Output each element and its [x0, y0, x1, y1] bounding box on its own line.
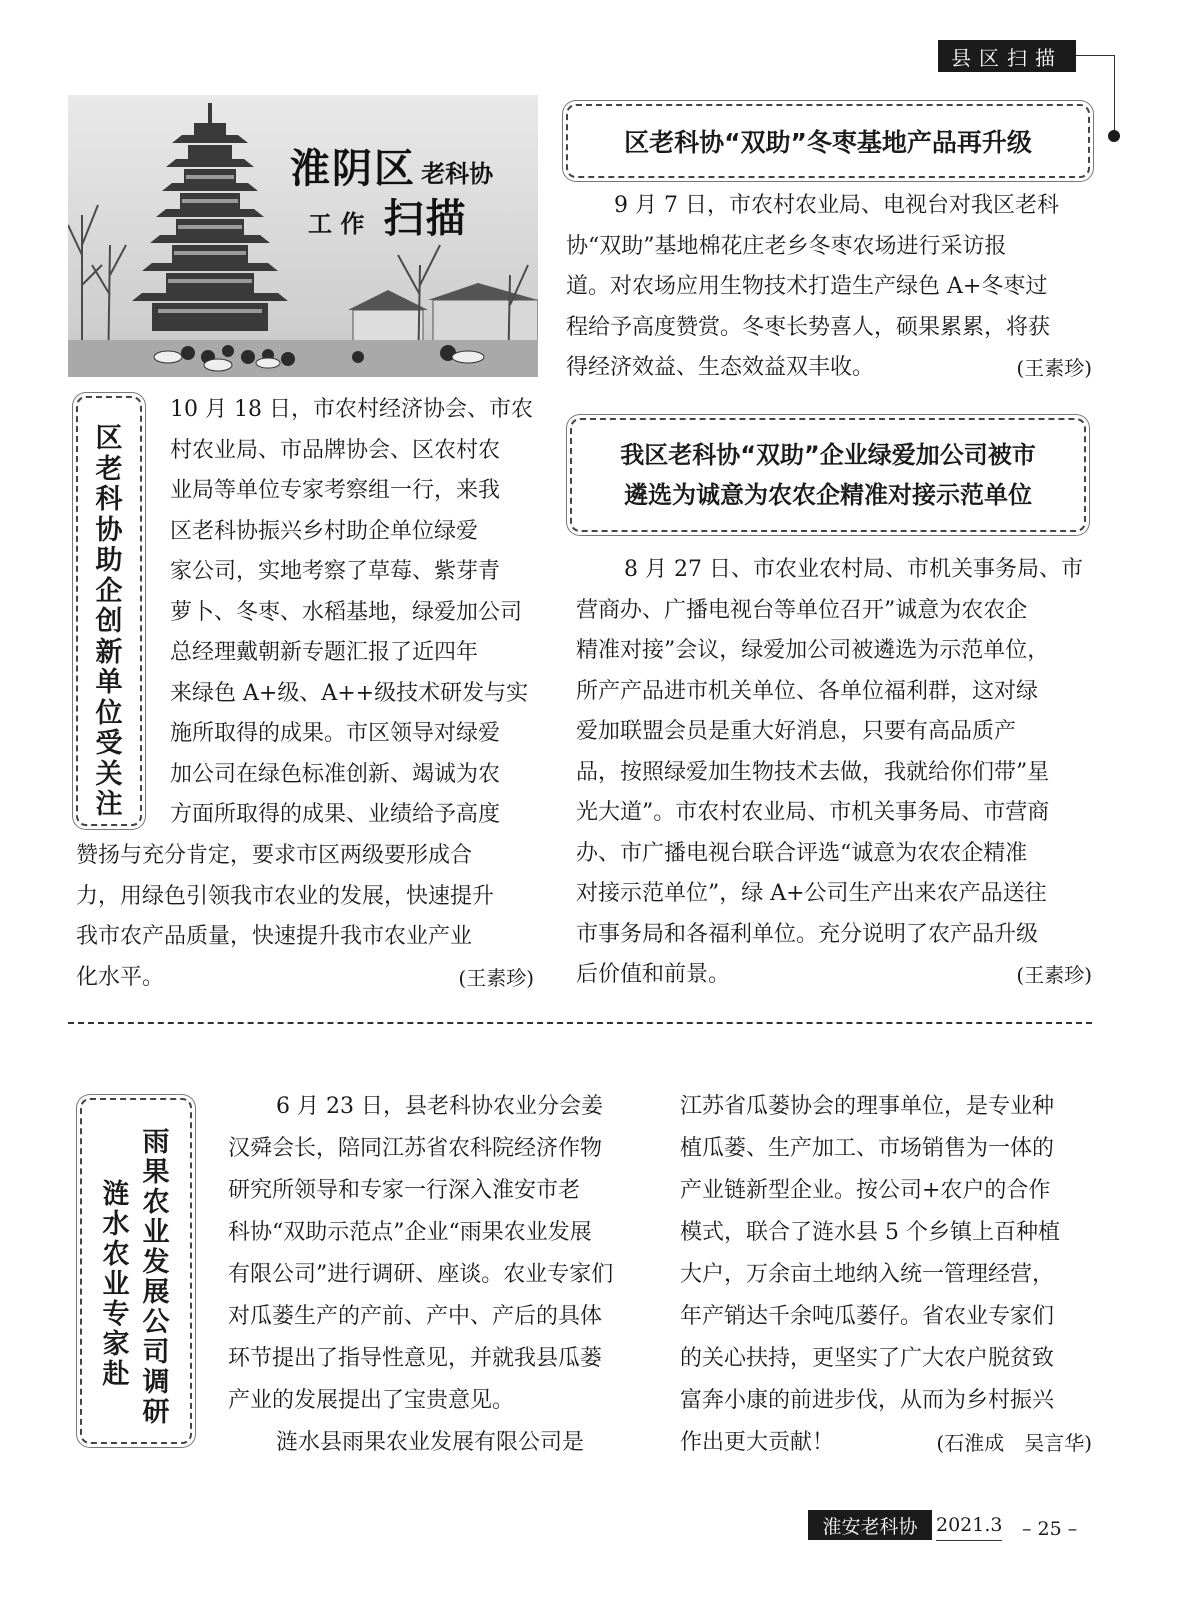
article3-line: 对接示范单位”，绿 A+公司生产出来农产品送往: [576, 881, 1047, 906]
article4-col1: [228, 1086, 646, 1464]
article1-line: 施所取得的成果。市区领导对绿爱: [170, 721, 501, 746]
article3-line: 品，按照绿爱加生物技术去做，我就给你们带”星: [576, 759, 1050, 785]
article3-line: 营商办、广播电视台等单位召开”诚意为农农企: [576, 597, 1028, 623]
photo-title-sub1: 老科协: [421, 160, 494, 188]
article4-line: 有限公司”进行调研、座谈。农业专家们: [228, 1262, 614, 1287]
article1-line: 区老科协振兴乡村助企单位绿爱: [170, 518, 479, 544]
article4-title-box: [80, 1098, 192, 1444]
article3-title-line1: 我区老科协“双助”企业绿爱加公司被市: [620, 441, 1036, 469]
article3-title-box: [570, 418, 1086, 532]
article3-line: 爱加联盟会员是重大好消息，只要有高品质产: [576, 719, 1017, 744]
article2-line: 程给予高度赞赏。冬枣长势喜人，硕果累累，将获: [566, 314, 1051, 340]
article1-line: 家公司，实地考察了草莓、紫芽青: [170, 559, 501, 584]
article1-tail-line: 我市农产品质量，快速提升我市农业产业: [76, 924, 473, 949]
article1-line: 业局等单位专家考察组一行，来我: [170, 478, 501, 503]
article2-line: 9 月 7 日，市农村农业局、电视台对我区老科: [614, 193, 1059, 218]
section-tag: 县区扫描: [938, 40, 1076, 72]
article4-line: 江苏省瓜蒌协会的理事单位，是专业种: [680, 1094, 1055, 1119]
article4-line: 植瓜蒌、生产加工、市场销售为一体的: [680, 1136, 1055, 1161]
article1-line: 加公司在绿色标准创新、竭诚为农: [170, 761, 501, 787]
article4-title-col1: 雨果农业发展公司调研: [142, 1127, 170, 1428]
article4-author: (石淮成 吴言华): [936, 1431, 1092, 1455]
article2-title: 区老科协“双助”冬枣基地产品再升级: [624, 128, 1032, 157]
article4-line: 年产销达千余吨瓜蒌仔。省农业专家们: [680, 1304, 1055, 1329]
article1-tail-line: 力，用绿色引领我市农业的发展，快速提升: [76, 883, 495, 909]
photo-title-sub2: 工 作: [308, 210, 365, 238]
article4-line: 产业链新型企业。按公司+农户的合作: [680, 1178, 1051, 1203]
article3-author: (王素珍): [1016, 963, 1092, 987]
article2-line: 得经济效益、生态效益双丰收。: [566, 355, 875, 380]
article4-line: 环节提出了指导性意见，并就我县瓜蒌: [228, 1346, 603, 1371]
article3-line: 8 月 27 日、市农业农村局、市机关事务局、市: [624, 557, 1083, 582]
article1-line: 村农业局、市品牌协会、区农村农: [170, 437, 501, 463]
article3-title-line2: 遴选为诚意为农农企精准对接示范单位: [624, 481, 1032, 509]
article4-line: 富奔小康的前进步伐，从而为乡村振兴: [680, 1388, 1055, 1413]
article1-author: (王素珍): [458, 965, 534, 990]
article1-line: 10 月 18 日，市农村经济协会、市农: [170, 397, 533, 422]
article1-body: [170, 390, 534, 836]
article4-line: 研究所领导和专家一行深入淮安市老: [228, 1178, 581, 1203]
article1-tail-line: 赞扬与充分肯定，要求市区两级要形成合: [76, 843, 473, 868]
footer-magazine-name: 淮安老科协: [808, 1510, 932, 1540]
section-tag-dot: [1108, 130, 1120, 142]
article1-title: 区老科协助企创新单位受关注: [95, 423, 123, 820]
article1-title-box: [76, 396, 142, 826]
article3-line: 办、市广播电视台联合评选“诚意为农农企精准: [576, 840, 1028, 866]
article1-line: 总经理戴朝新专题汇报了近四年: [170, 640, 479, 665]
article3-line: 后价值和前景。: [576, 962, 731, 987]
article4-line: 汉舜会长，陪同江苏省农科院经济作物: [228, 1136, 603, 1161]
article1-tail: [76, 836, 534, 998]
article4-line: 产业的发展提出了宝贵意见。: [228, 1388, 515, 1413]
article3-line: 市事务局和各福利单位。充分说明了农产品升级: [576, 921, 1039, 947]
article3-line: 精准对接”会议，绿爱加公司被遴选为示范单位，: [576, 638, 1050, 663]
article3-body: [576, 550, 1092, 996]
pagoda-photo: [68, 95, 538, 377]
article4-line: 大户，万余亩土地纳入统一管理经营，: [680, 1262, 1055, 1287]
article3-line: 光大道”。市农村农业局、市机关事务局、市营商: [576, 800, 1050, 825]
article1-line: 来绿色 A+级、A++级技术研发与实: [170, 680, 529, 706]
article4-line: 作出更大贡献！: [680, 1430, 835, 1455]
article1-line: 萝卜、冬枣、水稻基地，绿爱加公司: [170, 599, 523, 625]
article2-line: 道。对农场应用生物技术打造生产绿色 A+冬枣过: [566, 274, 1048, 299]
article4-line: 的关心扶持，更坚实了广大农户脱贫致: [680, 1346, 1055, 1371]
article3-line: 所产产品进市机关单位、各单位福利群，这对绿: [576, 678, 1039, 704]
article2-author: (王素珍): [1016, 356, 1092, 380]
article1-line: 方面所取得的成果、业绩给予高度: [170, 802, 501, 827]
article4-line: 对瓜蒌生产的产前、产中、产后的具体: [228, 1304, 603, 1329]
article4-line: 涟水县雨果农业发展有限公司是: [276, 1430, 585, 1455]
article4-line: 科协“双助示范点”企业“雨果农业发展: [228, 1220, 592, 1245]
article2-body: [566, 186, 1092, 389]
article4-col2: [680, 1086, 1092, 1464]
article2-line: 协“双助”基地棉花庄老乡冬枣农场进行采访报: [566, 233, 1007, 259]
article1-tail-line: 化水平。: [76, 964, 165, 990]
footer-page-number: – 25 –: [1022, 1518, 1078, 1540]
photo-title-main2: 扫描: [383, 196, 468, 242]
footer-issue: 2021.3: [936, 1510, 1002, 1541]
photo-title-main: 淮阴区: [290, 146, 416, 192]
article4-line: 6 月 23 日，县老科协农业分会姜: [276, 1094, 603, 1119]
article4-line: 模式，联合了涟水县 5 个乡镇上百种植: [680, 1220, 1060, 1245]
section-divider: [68, 1022, 1092, 1024]
article4-title-col2: 涟水农业专家赴: [102, 1179, 130, 1390]
article2-title-box: [566, 104, 1090, 178]
